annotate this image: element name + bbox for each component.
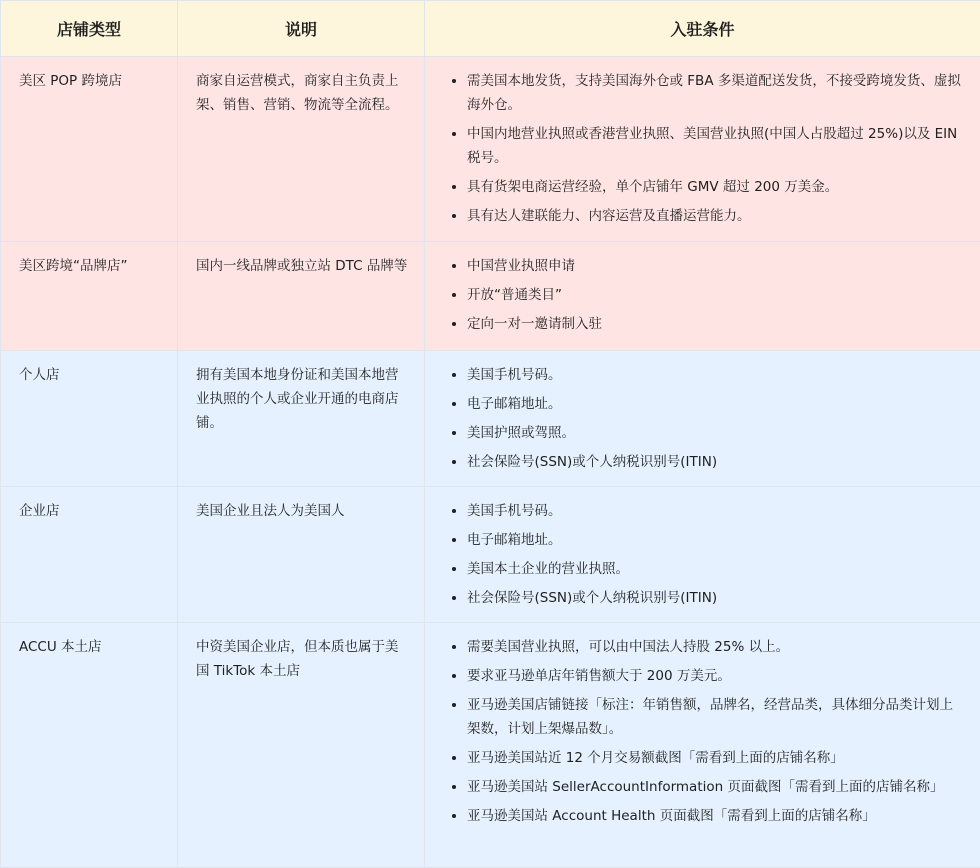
requirement-item: • 开放“普通类目” <box>467 283 964 307</box>
requirements-list <box>443 254 964 336</box>
requirements-cell <box>425 57 980 242</box>
store-type-cell: 个人店 <box>1 351 178 487</box>
requirement-item: • 美国手机号码。 <box>467 499 964 523</box>
requirement-item: • 需要美国营业执照，可以由中国法人持股 25% 以上。 <box>467 635 964 659</box>
requirement-item: • 美国本土企业的营业执照。 <box>467 557 964 581</box>
store-type-cell: 企业店 <box>1 487 178 623</box>
requirement-item: • 电子邮箱地址。 <box>467 528 964 552</box>
table-header <box>1 1 980 57</box>
requirements-list <box>443 69 964 228</box>
requirement-item: • 具有达人建联能力、内容运营及直播运营能力。 <box>467 204 964 228</box>
description-cell: 美国企业且法人为美国人 <box>178 487 425 623</box>
requirements-list <box>443 363 964 474</box>
requirement-item: • 定向一对一邀请制入驻 <box>467 312 964 336</box>
header-row <box>1 1 980 57</box>
requirement-item: • 亚马逊美国站近 12 个月交易额截图「需看到上面的店铺名称」 <box>467 746 964 770</box>
requirement-item: • 中国营业执照申请 <box>467 254 964 278</box>
header-description: 说明 <box>178 1 425 57</box>
requirement-item: • 具有货架电商运营经验，单个店铺年 GMV 超过 200 万美金。 <box>467 175 964 199</box>
table-row <box>1 351 980 487</box>
description-cell: 拥有美国本地身份证和美国本地营业执照的个人或企业开通的电商店铺。 <box>178 351 425 487</box>
requirements-cell <box>425 351 980 487</box>
requirement-item: • 亚马逊美国站 SellerAccountInformation 页面截图「需看到上面的店铺名称」 <box>467 775 964 799</box>
table-row <box>1 57 980 242</box>
requirements-cell <box>425 242 980 351</box>
requirement-item: • 中国内地营业执照或香港营业执照、美国营业执照(中国人占股超过 25%)以及 EIN 税号。 <box>467 122 964 170</box>
table-body <box>1 57 980 868</box>
requirement-item: • 亚马逊美国店铺链接「标注：年销售额，品牌名，经营品类，具体细分品类计划上架数，计划上架爆品数」。 <box>467 693 964 741</box>
table-row <box>1 623 980 868</box>
requirements-cell <box>425 623 980 868</box>
requirement-item: • 要求亚马逊单店年销售额大于 200 万美元。 <box>467 664 964 688</box>
store-type-cell: ACCU 本土店 <box>1 623 178 868</box>
requirement-item: • 社会保险号(SSN)或个人纳税识别号(ITIN) <box>467 586 964 610</box>
table-row <box>1 242 980 351</box>
requirement-item: • 需美国本地发货，支持美国海外仓或 FBA 多渠道配送发货，不接受跨境发货、虚拟海外仓。 <box>467 69 964 117</box>
table-row <box>1 487 980 623</box>
description-cell: 商家自运营模式，商家自主负责上架、销售、营销、物流等全流程。 <box>178 57 425 242</box>
description-cell: 国内一线品牌或独立站 DTC 品牌等 <box>178 242 425 351</box>
requirement-item: • 电子邮箱地址。 <box>467 392 964 416</box>
store-type-cell: 美区跨境“品牌店” <box>1 242 178 351</box>
header-requirements: 入驻条件 <box>425 1 980 57</box>
store-type-cell: 美区 POP 跨境店 <box>1 57 178 242</box>
requirements-list <box>443 635 964 828</box>
requirement-item: • 社会保险号(SSN)或个人纳税识别号(ITIN) <box>467 450 964 474</box>
requirement-item: • 美国手机号码。 <box>467 363 964 387</box>
requirements-list <box>443 499 964 610</box>
requirement-item: • 美国护照或驾照。 <box>467 421 964 445</box>
header-store-type: 店铺类型 <box>1 1 178 57</box>
description-cell: 中资美国企业店，但本质也属于美国 TikTok 本土店 <box>178 623 425 868</box>
requirement-item: • 亚马逊美国站 Account Health 页面截图「需看到上面的店铺名称」 <box>467 804 964 828</box>
requirements-cell <box>425 487 980 623</box>
